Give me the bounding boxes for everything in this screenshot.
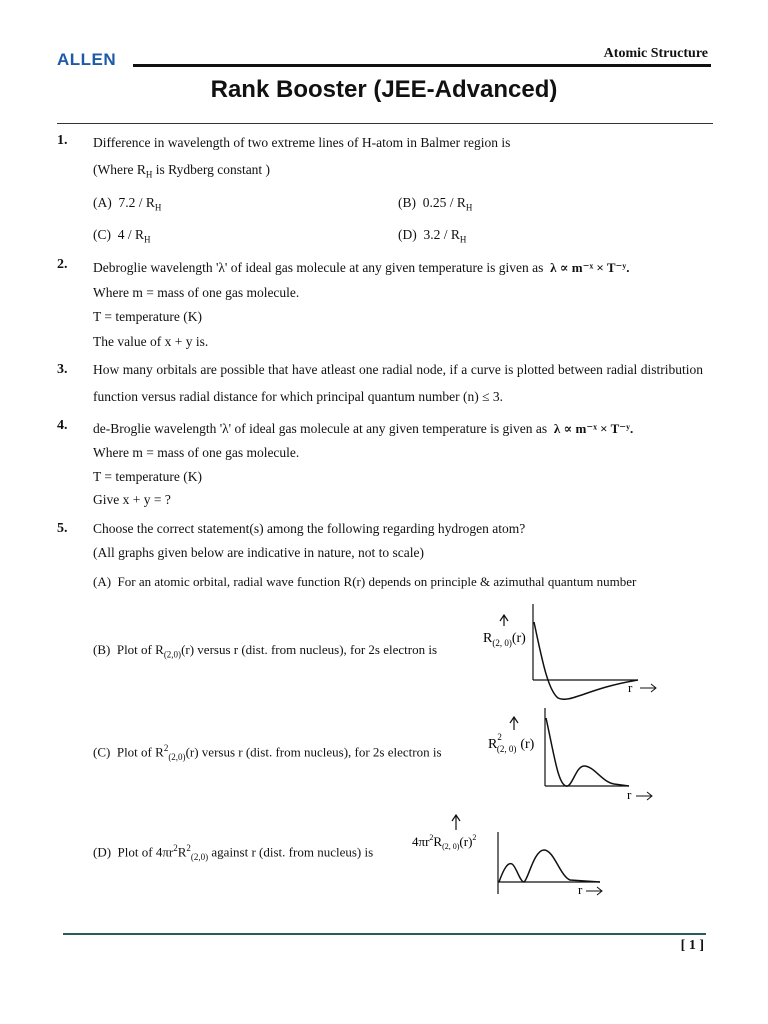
- page-number: [ 1 ]: [680, 938, 704, 953]
- graph-d-ylabel: $4\pi r^2R_{(2, 0)}(r)^2$: [412, 833, 477, 851]
- graph-b-curve: [534, 622, 638, 699]
- question-line: Where m = mass of one gas molecule.: [93, 445, 300, 460]
- option-c: (C) Plot of $R^2_{(2,0)}(r)$ versus r (dist. from nucleus), for 2s electron is: [93, 743, 442, 762]
- question-number: 2.: [57, 257, 68, 272]
- graph-d-xlabel: r: [578, 882, 583, 897]
- option-a: (A) $7.2 / R_H$: [93, 195, 162, 213]
- graph-d: [410, 806, 610, 902]
- option-c: (C) $4 / R_H$: [93, 227, 151, 245]
- question-text: de-Broglie wavelength 'λ' of ideal gas molecule at any given temperature is given as λ ∝ m⁻ˣ × T⁻ʸ.: [93, 421, 634, 436]
- question-number: 1.: [57, 133, 68, 148]
- question-number: 5.: [57, 521, 68, 536]
- graph-c: [484, 704, 664, 804]
- question-line: Where m = mass of one gas molecule.: [93, 285, 300, 300]
- question-text: Debroglie wavelength 'λ' of ideal gas molecule at any given temperature is given as λ ∝ m⁻ˣ × T⁻ʸ.: [93, 260, 630, 275]
- page-title: Rank Booster (JEE-Advanced): [210, 76, 558, 103]
- graph-c-curve: [546, 718, 629, 786]
- question-line: The value of x + y is.: [93, 334, 209, 349]
- graph-c-ylabel: $R^2$ (2, 0) (r): [488, 732, 535, 754]
- graph-b: [478, 600, 668, 700]
- graph-c-xlabel: r: [627, 787, 632, 802]
- option-d: (D) $3.2 / R_H$: [398, 227, 467, 245]
- question-number: 3.: [57, 362, 68, 377]
- question-line: T = temperature (K): [93, 469, 202, 484]
- chapter-title: Atomic Structure: [603, 46, 708, 61]
- allen-logo: ALLEN: [57, 50, 117, 69]
- footer-rule: [63, 933, 706, 935]
- question-line: T = temperature (K): [93, 309, 202, 324]
- option-d: (D) Plot of $4\pi r^2R^2_{(2,0)}$ against r (dist. from nucleus) is: [93, 843, 374, 862]
- graph-d-curve: [499, 850, 600, 882]
- question-number: 4.: [57, 418, 68, 433]
- question-line: Give x + y = ?: [93, 492, 171, 507]
- title-rule: [57, 123, 713, 124]
- header-rule: [133, 64, 711, 67]
- question-note: (All graphs given below are indicative in nature, not to scale): [93, 545, 425, 560]
- option-a: (A) For an atomic orbital, radial wave function R(r) depends on principle & azimuthal quantum number: [93, 574, 637, 589]
- option-b: (B) $0.25 / R_H$: [398, 195, 473, 213]
- graph-b-xlabel: r: [628, 680, 633, 695]
- question-text: Choose the correct statement(s) among the following regarding hydrogen atom?: [93, 521, 526, 536]
- option-b: (B) Plot of $R_{(2,0)}(r)$ versus r (dist. from nucleus), for 2s electron is: [93, 642, 438, 660]
- graph-b-ylabel: $R_{(2, 0)}(r)$: [483, 631, 526, 648]
- question-text: Difference in wavelength of two extreme lines of H-atom in Balmer region is: [93, 135, 511, 150]
- question-note: (Where $R_H$ is Rydberg constant ): [93, 162, 271, 180]
- question-text: How many orbitals are possible that have atleast one radial node, if a curve is plotted between radial distribution function versus radial distance for which principal quantum number (n) ≤ 3.: [93, 362, 703, 404]
